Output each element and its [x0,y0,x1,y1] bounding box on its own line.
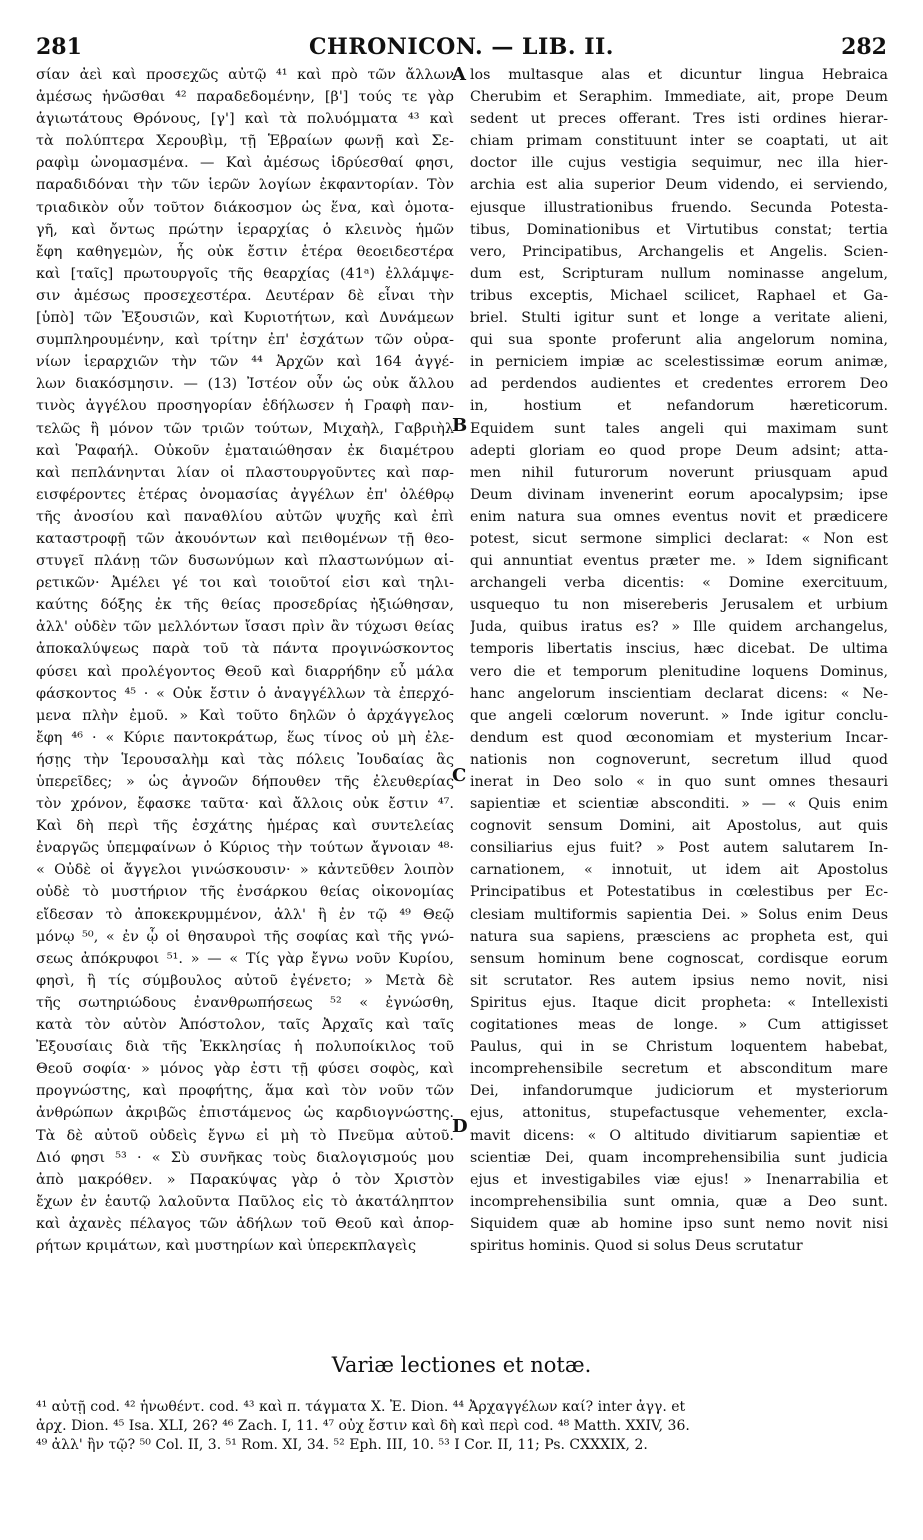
margin-marker-d: D [452,1116,468,1137]
latin-text-line: temporis libertatis inscius, hæc dicebat. De ultima [470,641,888,658]
greek-text-line: ἀμέσως ἡνῶσθαι ⁴² παραδεδομένην, [β'] τούς τε γὰρ [36,89,454,106]
latin-text-line: ejusque illustrationibus fruendo. Secunda Potesta- [470,199,888,216]
greek-text-line: συμπληρουμένην, καὶ τρίτην ἐπ' ἐσχάτων τῶν οὐρα- [36,332,454,349]
latin-text-line: sapientiæ et scientiæ absconditi. » — « Quis enim [470,796,888,813]
greek-text-line: Καὶ δὴ περὶ τῆς ἐσχάτης ἡμέρας καὶ συντελείας [36,818,454,835]
page-number-left: 281 [36,34,82,60]
greek-text-line: εισφέροντες ἑτέρας ὀνομασίας ἀγγέλων ἐπ' ὀλέθρῳ [36,486,454,503]
latin-text-line: inerat in Deo solo « in quo sunt omnes thesauri [470,774,888,790]
greek-text-line: στυγεῖ πλάνῃ τῶν δυσωνύμων καὶ πλαστωνύμων αἱ- [36,553,454,570]
latin-text-line: in, hostium et nefandorum hæreticorum. [470,398,888,415]
greek-text-line: γῆ, καὶ ὄντως πρώτην ἱεραρχίας ὁ κλεινὸς ἡμῶν [36,221,454,238]
greek-text-line: ἐναργῶς ὑπεμφαίνων ὁ Κύριος τὴν τούτων ἄγνοιαν ⁴⁸· [36,840,454,857]
greek-text-line: ἀνθρώπων ἀκριβῶς ἐπιστάμενος ὡς καρδιογνώστης. [36,1105,454,1122]
greek-column [36,64,454,1344]
latin-text-line: Principatibus et Potestatibus in cœlestibus per Ec- [470,884,888,901]
latin-text-line: ad perdendos audientes et credentes errorem Deo [470,376,888,393]
greek-text-line: παραδιδόναι τὴν τῶν ἱερῶν λογίων ἐκφαντορίαν. Τὸν [36,177,454,194]
greek-text-line: ἔφη καθηγεμὼν, ἧς οὐκ ἔστιν ἑτέρα θεοειδεστέρα [36,243,454,260]
greek-text-line: καύτης δόξης ἐκ τῆς θείας προσεδρίας ἠξιώθησαν, [36,597,454,614]
latin-text-line: briel. Stulti igitur sunt et longe a veritate alieni, [470,310,888,327]
latin-text-line: Deum divinam invenerint eorum apocalypsim; ipse [470,486,888,503]
greek-text-line: ἁγιωτάτους Θρόνους, [γ'] καὶ τὰ πολυόμματα ⁴³ καὶ [36,111,454,128]
margin-marker-b: B [452,415,468,436]
latin-text-line: ejus et investigabiles viæ ejus! » Inenarrabilia et [470,1171,888,1188]
latin-text-line: potest, sicut sermone simplici declarat: « Non est [470,530,888,547]
greek-text-line: ἀλλ' οὐδὲν τῶν μελλόντων ἴσασι πρὶν ἂν τύχωσι θείας [36,619,454,636]
latin-text-line: spiritus hominis. Quod si solus Deus scrutatur [470,1237,803,1254]
latin-text-line: nationis non cognoverunt, secretum illud quod [470,751,888,768]
greek-text-line: καὶ πεπλάνηνται λίαν οἱ πλαστουργοῦντες καὶ παρ- [36,464,454,481]
latin-text-line: Dei, infandorumque judiciorum et mysteriorum [470,1083,888,1100]
latin-text-line: Spiritus ejus. Itaque dicit propheta: « Intellexisti [470,994,888,1011]
margin-marker-c: C [452,765,467,786]
latin-text-line: Paulus, qui in se Christum loquentem habebat, [470,1039,888,1056]
latin-text-line: los multasque alas et dicuntur lingua Hebraica [470,67,888,83]
greek-text-line: ἔχων ἐν ἑαυτῷ λαλοῦντα Παῦλος εἰς τὸ ἀκατάληπτον [36,1193,454,1210]
greek-text-line: σεως ἀπόκρυφοι ⁵¹. » — « Τίς γὰρ ἔγνω νοῦν Κυρίου, [36,950,454,967]
notes-heading: Variæ lectiones et notæ. [331,1353,592,1377]
greek-text-line: τῆς ἀνοσίου καὶ παναθλίου αὐτῶν ψυχῆς καὶ ἐπὶ [36,508,454,525]
greek-text-line: κατὰ τὸν αὐτὸν Ἀπόστολον, ταῖς Ἀρχαῖς καὶ ταῖς [36,1017,454,1034]
greek-text-line: μενα πλὴν ἐμοῦ. » Καὶ τοῦτο δηλῶν ὁ ἀρχάγγελος [36,707,454,724]
greek-text-line: ἀποκαλύψεως παρὰ τοῦ τὰ πάντα προγινώσκοντος [36,641,454,658]
greek-text-line: ρήτων κριμάτων, καὶ μυστηρίων καὶ ὑπερεκπλαγεὶς [36,1237,417,1254]
greek-text-line: καταστροφῇ τῶν ἀκουόντων καὶ πειθομένων τῇ θεο- [36,530,454,547]
latin-text-line: scientiæ Dei, quam incomprehensibilia sunt judicia [470,1149,888,1166]
latin-text-line: chiam primam constituunt inter se coaptati, ut ait [470,133,888,150]
greek-text-line: ἔφη ⁴⁶ · « Κύριε παντοκράτωρ, ἕως τίνος οὐ μὴ ἐλε- [36,729,454,746]
greek-text-line: φύσει καὶ προλέγοντος Θεοῦ καὶ διαρρήδην εὖ μάλα [36,663,454,680]
latin-text-line: qui sua sponte proferunt alia angelorum nomina, [470,332,888,349]
page-number-right: 282 [841,34,887,60]
latin-text-line: enim natura sua omnes eventus novit et prædicere [470,508,888,525]
latin-text-line: sit scrutator. Res autem ipsius nemo novit, nisi [470,972,888,989]
greek-text-line: καὶ [ταῖς] πρωτουργοῖς τῆς θεαρχίας (41ᵃ) ἐλλάμψε- [36,265,454,282]
greek-text-line: καὶ Ῥαφαήλ. Οὐκοῦν ἐματαιώθησαν ἐκ διαμέτρου [36,442,454,459]
latin-text-line: mavit dicens: « O altitudo divitiarum sapientiæ et [470,1127,888,1144]
latin-text-line: clesiam multiformis sapientia Dei. » Solus enim Deus [470,906,888,923]
latin-text-line: vero die et temporum plenitudine loquens Dominus, [470,663,888,680]
footnote-line: ⁴¹ αὐτῇ cod. ⁴² ἡνωθέντ. cod. ⁴³ καὶ π. τάγματα X. Ἐ. Dion. ⁴⁴ Ἀρχαγγέλων καί? inter ἀγγ. et [36,1399,686,1415]
greek-text-line: νίων ἱεραρχιῶν τὴν τῶν ⁴⁴ Ἀρχῶν καὶ 164 ἀγγέ- [36,354,454,371]
latin-text-line: archia est alia superior Deum videndo, ei serviendo, [470,177,888,194]
greek-text-line: Ἐξουσίαις διὰ τῆς Ἐκκλησίας ἡ πολυποίκιλος τοῦ [36,1039,454,1056]
greek-text-line: ρετικῶν· Ἀμέλει γέ τοι καὶ τοιοῦτοί εἰσι καὶ τηλι- [36,575,454,592]
latin-text-line: in perniciem impiæ ac scelestissimæ eorum animæ, [470,354,888,371]
latin-text-line: archangeli verba dicentis: « Domine exercituum, [470,575,888,592]
latin-text-line: qui annuntiat eventus præter me. » Idem significant [470,553,888,570]
greek-text-line: τινὸς ἀγγέλου προσηγορίαν ἐδήλωσεν ἡ Γραφὴ παν- [36,398,454,415]
greek-text-line: Διό φησι ⁵³ · « Σὺ συνῆκας τοὺς διαλογισμούς μου [36,1149,454,1166]
latin-text-line: Juda, quibus iratus es? » Ille quidem archangelus, [470,619,888,636]
latin-text-line: dendum est quod œconomiam et mysterium Incar- [470,729,888,746]
greek-text-line: μόνῳ ⁵⁰, « ἐν ᾧ οἱ θησαυροὶ τῆς σοφίας καὶ τῆς γνώ- [36,928,454,945]
latin-text-line: Siquidem quæ ab homine ipso sunt nemo novit nisi [470,1215,888,1232]
latin-text-line: hanc angelorum inscientiam declarat dicens: « Ne- [470,685,888,702]
running-title: CHRONICON. — LIB. II. [309,34,614,60]
latin-text-line: natura sua sapiens, præsciens ac propheta est, qui [470,928,888,945]
greek-text-line: ραφὶμ ὠνομασμένα. — Καὶ ἀμέσως ἱδρύεσθαί φησι, [36,155,454,172]
latin-text-line: incomprehensibilia sunt omnia, quæ a Deo sunt. [470,1193,888,1210]
latin-text-line: ejus, attonitus, stupefactusque vehementer, excla- [470,1105,888,1122]
greek-text-line: τριαδικὸν οὖν τοῦτον διάκοσμον ὡς ἕνα, καὶ ὁμοτα- [36,199,454,216]
latin-text-line: men nihil futurorum noverunt priusquam apud [470,464,888,481]
latin-text-line: dum est, Scripturam nullum nominasse angelum, [470,265,888,282]
greek-text-line: « Οὐδὲ οἱ ἄγγελοι γινώσκουσιν· » κἀντεῦθεν λοιπὸν [36,862,454,879]
greek-text-line: ἀπὸ μακρόθεν. » Παρακύψας γὰρ ὁ τὸν Χριστὸν [36,1171,454,1188]
margin-marker-a: A [452,64,466,85]
latin-text-line: que angeli cœlorum noverunt. » Inde igitur conclu- [470,707,888,724]
latin-text-line: cognovit sensum Domini, ait Apostolus, aut quis [470,818,888,835]
footnote-line: ⁴⁹ ἀλλ' ἢν τῷ? ⁵⁰ Col. II, 3. ⁵¹ Rom. XI, 34. ⁵² Eph. III, 10. ⁵³ I Cor. II, 11; Ps. CXXXIX, 2. [36,1437,648,1453]
greek-text-line: ήσῃς τὴν Ἱερουσαλὴμ καὶ τὰς πόλεις Ἰουδαίας ἃς [36,751,454,768]
greek-text-line: οὐδὲ τὸ μυστήριον τῆς ἐνσάρκου θείας οἰκονομίας [36,884,454,901]
greek-text-line: σιν ἀμέσως προσεχεστέρα. Δευτέραν δὲ εἶναι τὴν [36,287,454,304]
greek-text-line: Τὰ δὲ αὐτοῦ οὐδεὶς ἔγνω εἰ μὴ τὸ Πνεῦμα αὐτοῦ. [36,1127,454,1144]
greek-text-line: τελῶς ἢ μόνον τῶν τριῶν τούτων, Μιχαὴλ, Γαβριὴλ [36,420,454,437]
greek-text-line: φάσκοντος ⁴⁵ · « Οὐκ ἔστιν ὁ ἀναγγέλλων τὰ ἐπερχό- [36,685,454,702]
latin-text-line: incomprehensibile secretum et absconditum mare [470,1061,888,1078]
greek-text-line: [ὑπὸ] τῶν Ἐξουσιῶν, καὶ Κυριοτήτων, καὶ Δυνάμεων [36,310,454,327]
latin-text-line: tribus exceptis, Michael scilicet, Raphael et Ga- [470,287,888,304]
latin-text-line: Cherubim et Seraphim. Immediate, ait, prope Deum [470,89,888,106]
greek-text-line: προγνώστης, καὶ προφήτης, ἅμα καὶ τὸν νοῦν τῶν [36,1083,454,1100]
running-header [36,34,887,62]
greek-text-line: σίαν ἀεὶ καὶ προσεχῶς αὐτῷ ⁴¹ καὶ πρὸ τῶν ἄλλων [36,67,454,83]
greek-text-line: καὶ ἀχανὲς πέλαγος τῶν ἀδήλων τοῦ Θεοῦ καὶ ἀπορ- [36,1215,454,1232]
latin-text-line: sensum hominum bene cognoscat, cordisque eorum [470,950,888,967]
greek-text-line: Θεοῦ σοφία· » μόνος γὰρ ἐστι τῇ φύσει σοφὸς, καὶ [36,1061,454,1078]
footnote-line: ἀρχ. Dion. ⁴⁵ Isa. XLI, 26? ⁴⁶ Zach. I, 11. ⁴⁷ οὐχ ἔστιν καὶ δὴ καὶ περὶ cod. ⁴⁸ Matth. XXIV, 36. [36,1418,690,1434]
latin-column [470,64,888,1344]
greek-text-line: λων διακόσμησιν. — (13) Ἰστέον οὖν ὡς οὐκ ἄλλου [36,376,454,393]
latin-text-line: sedent ut preces offerant. Tres isti ordines hierar- [470,111,888,128]
latin-text-line: vero, Principatibus, Archangelis et Angelis. Scien- [470,243,888,260]
latin-text-line: tibus, Dominationibus et Virtutibus constat; tertia [470,221,888,238]
greek-text-line: τὸν χρόνον, ἔφασκε ταῦτα· καὶ ἄλλοις οὐκ ἔστιν ⁴⁷. [36,796,454,813]
latin-text-line: cogitationes meas de longe. » Cum attigisset [470,1017,888,1034]
greek-text-line: τῆς σωτηριώδους ἐνανθρωπήσεως ⁵² « ἐγνώσθη, [36,994,454,1011]
latin-text-line: adepti gloriam eo quod prope Deum adsint; atta- [470,442,888,459]
greek-text-line: ὑπερεῖδες; » ὡς ἀγνοῶν δήπουθεν τῆς ἐλευθερίας [36,774,454,790]
greek-text-line: φησὶ, ἢ τίς σύμβουλος αὐτοῦ ἐγένετο; » Μετὰ δὲ [36,972,454,989]
footnotes [36,1398,887,1455]
latin-text-line: consiliarius ejus fuit? » Post autem salutarem In- [470,840,888,857]
greek-text-line: εἴδεσαν τὸ ἀποκεκρυμμένον, ἀλλ' ἢ ἐν τῷ ⁴⁹ Θεῷ [36,906,454,923]
latin-text-line: doctor ille cujus vestigia sequimur, nec illa hier- [470,155,888,172]
latin-text-line: Equidem sunt tales angeli qui maximam sunt [470,420,888,437]
greek-text-line: τὰ πολύπτερα Χερουβὶμ, τῇ Ἑβραίων φωνῇ καὶ Σε- [36,133,454,150]
latin-text-line: carnationem, « innotuit, ut idem ait Apostolus [470,862,888,879]
latin-text-line: usquequo tu non misereberis Jerusalem et urbium [470,597,888,614]
